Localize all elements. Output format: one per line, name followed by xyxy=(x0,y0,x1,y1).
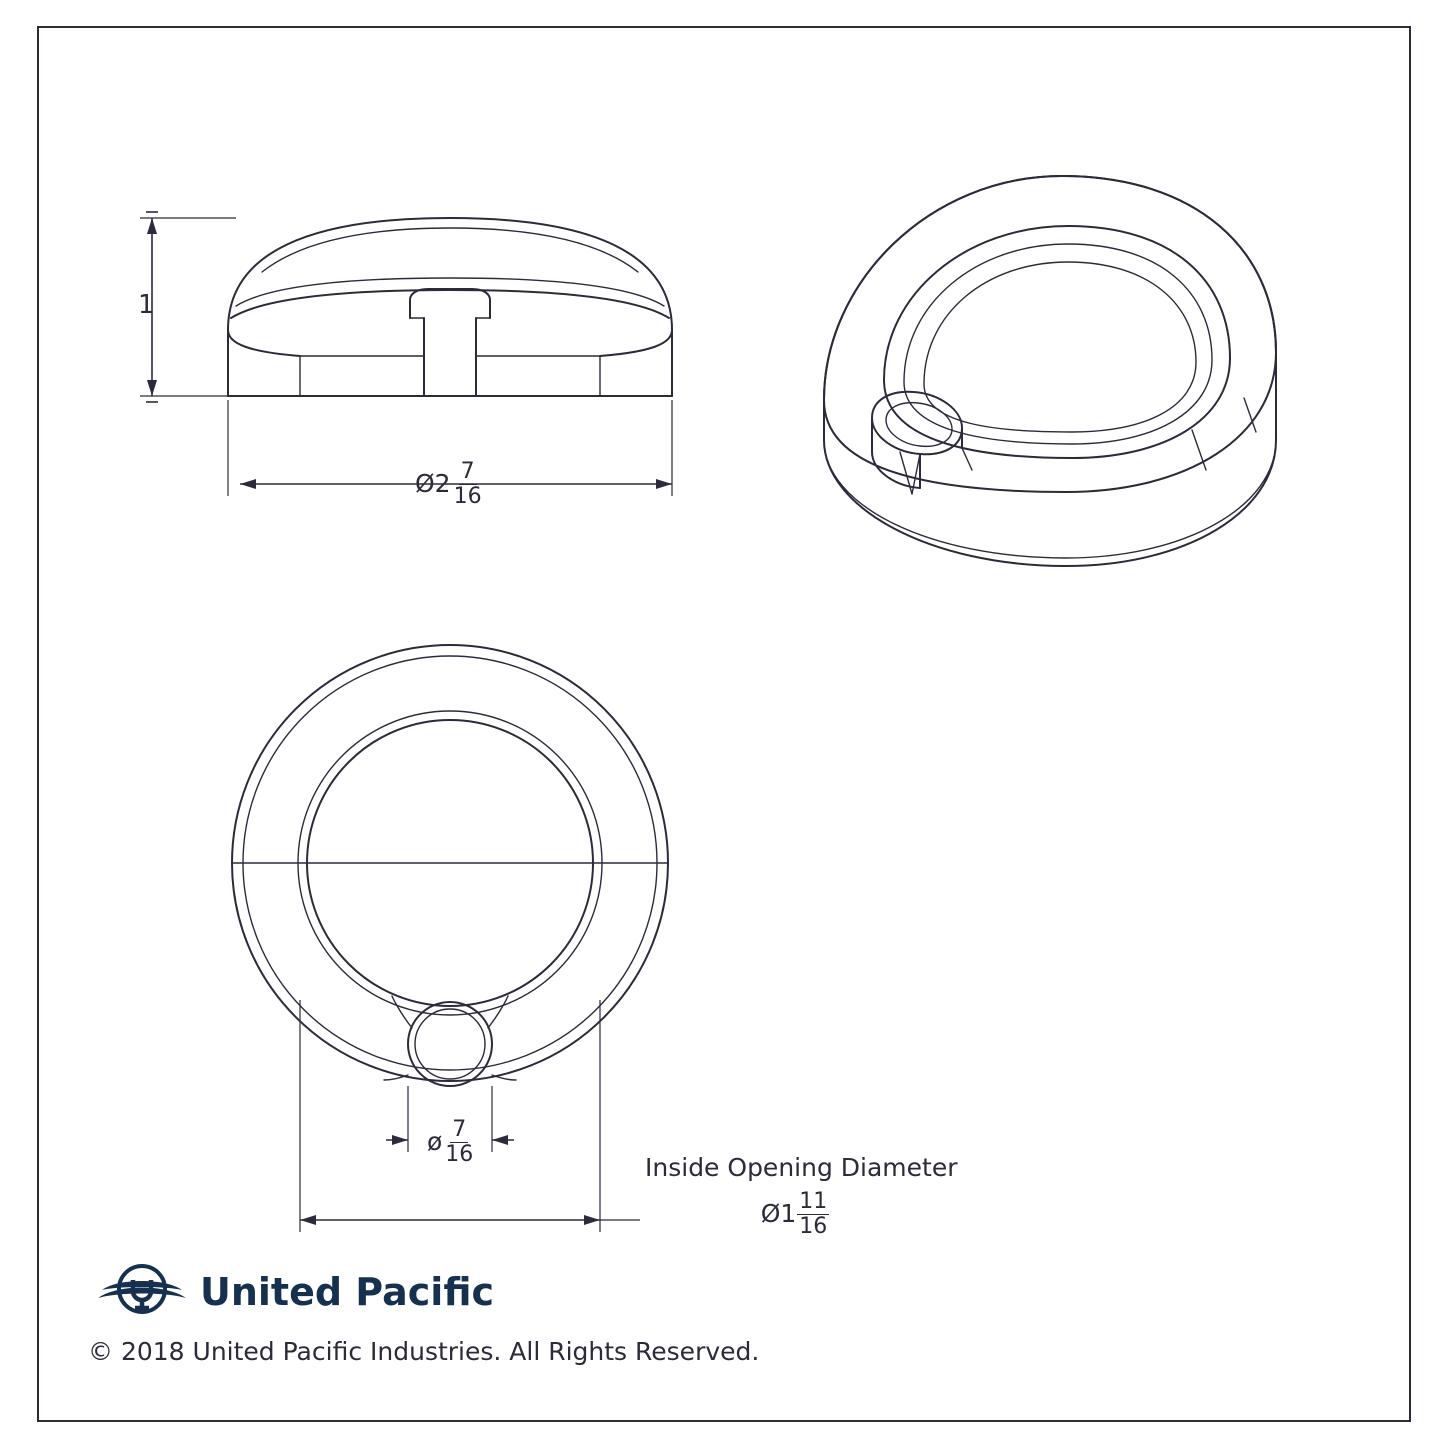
inside-opening-diameter-title: Inside Opening Diameter xyxy=(645,1153,958,1182)
copyright-notice: © 2018 United Pacific Industries. All Rights Reserved. xyxy=(88,1337,760,1366)
outer-diameter-denominator: 16 xyxy=(453,484,482,509)
hole-diameter-numerator: 7 xyxy=(452,1117,467,1142)
inside-opening-denominator: 16 xyxy=(799,1214,828,1239)
inside-opening-fraction xyxy=(797,1191,829,1238)
front-elevation-view xyxy=(228,218,672,396)
inside-opening-dimension-line xyxy=(300,1000,640,1232)
brand-logo-text: United Pacific xyxy=(200,1270,495,1314)
top-plan-view xyxy=(232,645,668,1086)
hole-diameter-denominator: 16 xyxy=(445,1142,474,1167)
brand-logo xyxy=(96,1256,494,1328)
inside-opening-diameter-callout xyxy=(645,1153,958,1239)
isometric-view xyxy=(824,176,1276,566)
outer-diameter-fraction xyxy=(452,461,484,508)
hole-diameter-dimension-label xyxy=(427,1118,475,1165)
outer-diameter-dimension-label xyxy=(415,460,484,507)
height-dimension-label: 1 xyxy=(138,290,155,320)
inside-opening-diameter-value xyxy=(645,1190,945,1237)
hole-diameter-prefix: ø xyxy=(427,1127,443,1156)
outer-diameter-numerator: 7 xyxy=(460,459,475,484)
hole-diameter-fraction xyxy=(443,1119,475,1166)
united-pacific-logo-icon xyxy=(96,1256,188,1328)
outer-diameter-prefix: Ø2 xyxy=(415,469,451,498)
inside-opening-numerator: 11 xyxy=(799,1189,828,1214)
inside-opening-prefix: Ø1 xyxy=(760,1199,797,1228)
